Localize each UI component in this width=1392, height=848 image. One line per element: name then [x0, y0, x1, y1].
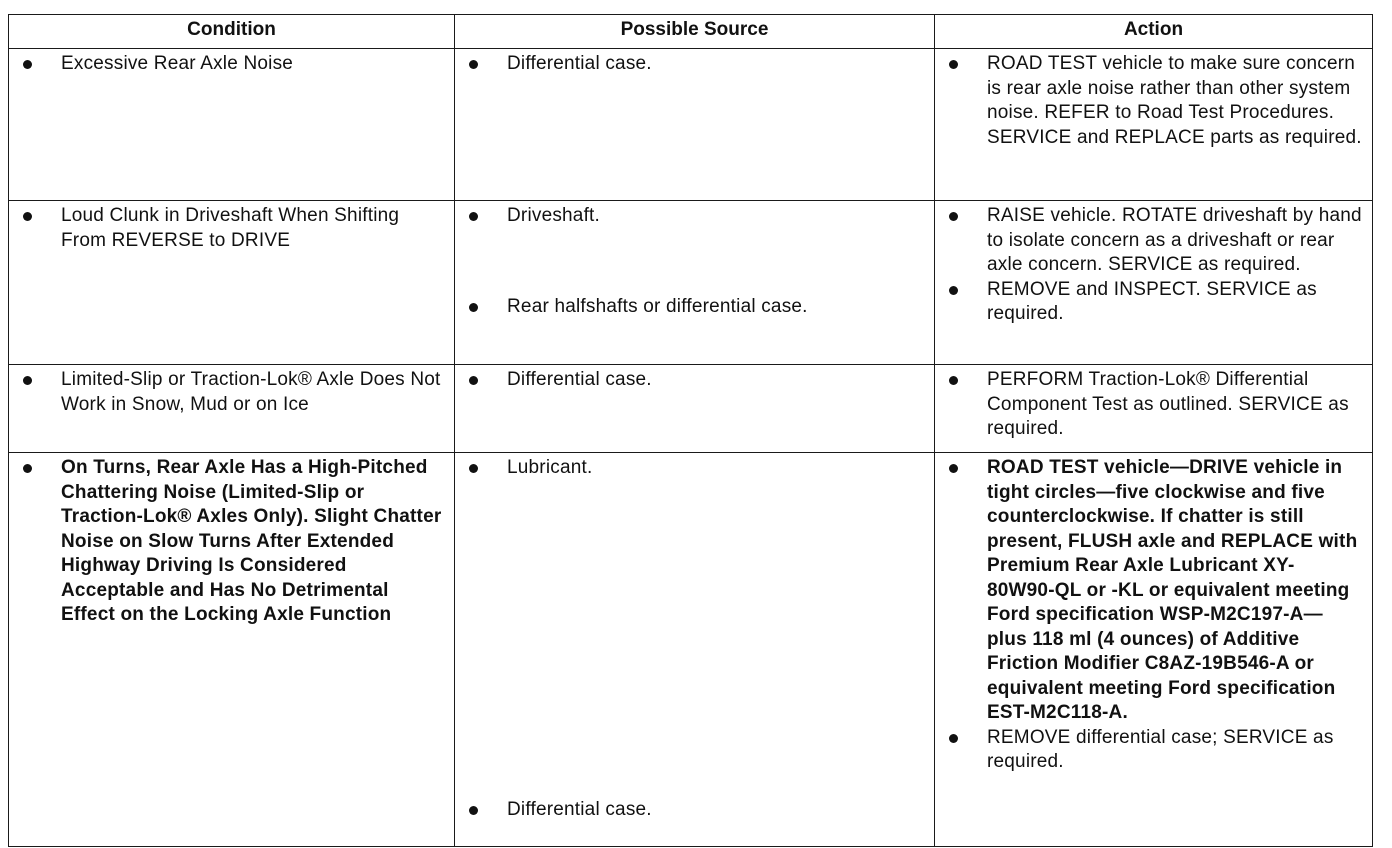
bullet-icon	[949, 286, 958, 295]
bullet-icon	[469, 376, 478, 385]
table-header	[9, 15, 1373, 49]
bullet-icon	[23, 60, 32, 69]
table-row	[9, 365, 1373, 453]
condition-text: Excessive Rear Axle Noise	[61, 53, 294, 74]
bullet-icon	[949, 734, 958, 743]
bullet-icon	[949, 464, 958, 473]
source-cell	[455, 453, 935, 847]
source-text: Differential case.	[507, 53, 652, 74]
bullet-icon	[949, 60, 958, 69]
column-header-condition: Condition	[9, 15, 455, 49]
bullet-icon	[469, 303, 478, 312]
source-cell	[455, 365, 935, 453]
action-cell	[935, 453, 1373, 847]
action-text: RAISE vehicle. ROTATE driveshaft by hand to isolate concern as a driveshaft or rear axle concern. SERVICE as required.	[987, 205, 1362, 275]
source-entry	[465, 456, 924, 481]
bullet-icon	[23, 212, 32, 221]
condition-cell	[9, 453, 455, 847]
action-entry	[945, 52, 1362, 150]
condition-entry	[19, 52, 444, 77]
source-cell	[455, 201, 935, 365]
action-text: REMOVE differential case; SERVICE as required.	[987, 726, 1334, 772]
source-text: Driveshaft.	[507, 205, 601, 226]
condition-cell	[9, 49, 455, 201]
bullet-icon	[469, 60, 478, 69]
bullet-icon	[469, 806, 478, 815]
condition-entry	[19, 204, 444, 253]
bullet-icon	[949, 376, 958, 385]
source-entry	[465, 52, 924, 77]
action-entry	[945, 456, 1362, 726]
action-entry	[945, 204, 1362, 278]
bullet-icon	[23, 376, 32, 385]
source-text: Differential case.	[507, 799, 652, 820]
source-text: Differential case.	[507, 369, 652, 390]
bullet-icon	[23, 464, 32, 473]
source-cell	[455, 49, 935, 201]
action-text: REMOVE and INSPECT. SERVICE as required.	[987, 278, 1317, 324]
diagnosis-table	[8, 14, 1373, 847]
action-text: PERFORM Traction-Lok® Differential Component Test as outlined. SERVICE as required.	[987, 369, 1349, 439]
condition-text: Limited-Slip or Traction-Lok® Axle Does Not Work in Snow, Mud or on Ice	[61, 369, 441, 415]
column-header-action: Action	[935, 15, 1373, 49]
bullet-icon	[949, 212, 958, 221]
table-row	[9, 49, 1373, 201]
action-text: ROAD TEST vehicle—DRIVE vehicle in tight circles—five clockwise and five counterclockwise. If chatter is still present, FLUSH axle and REPLACE with Premium Rear Axle Lubricant XY-80W90-QL or -KL or equivalent meeting Ford specification WSP-M2C197-A—plus 118 ml (4 ounces) of Additive Friction Modifier C8AZ-19B546-A or equivalent meeting Ford specification EST-M2C118-A.	[987, 457, 1358, 723]
action-cell	[935, 49, 1373, 201]
source-text: Rear halfshafts or differential case.	[507, 295, 808, 317]
bullet-icon	[469, 212, 478, 221]
condition-text: Loud Clunk in Driveshaft When Shifting From REVERSE to DRIVE	[61, 205, 400, 251]
source-entry	[465, 204, 924, 229]
source-entry	[465, 798, 924, 823]
action-cell	[935, 365, 1373, 453]
action-cell	[935, 201, 1373, 365]
action-entry	[945, 726, 1362, 775]
header-row	[9, 15, 1373, 49]
source-entry	[465, 295, 924, 320]
bullet-icon	[469, 464, 478, 473]
table-row	[9, 201, 1373, 365]
action-entry	[945, 278, 1362, 327]
condition-cell	[9, 201, 455, 365]
condition-entry	[19, 456, 444, 628]
condition-text: On Turns, Rear Axle Has a High-Pitched Chattering Noise (Limited-Slip or Traction-Lok® Axles Only). Slight Chatter Noise on Slow Turns After Extended Highway Driving Is Considered Acceptable and Has No Detrimental Effect on the Locking Axle Function	[61, 457, 442, 625]
condition-cell	[9, 365, 455, 453]
condition-entry	[19, 368, 444, 417]
table-body	[9, 49, 1373, 847]
source-entry	[465, 368, 924, 393]
column-header-source: Possible Source	[455, 15, 935, 49]
source-text: Lubricant.	[507, 457, 593, 478]
action-entry	[945, 368, 1362, 442]
action-text: ROAD TEST vehicle to make sure concern is rear axle noise rather than other system noise. REFER to Road Test Procedures. SERVICE and REPLACE parts as required.	[987, 53, 1362, 148]
table-row	[9, 453, 1373, 847]
